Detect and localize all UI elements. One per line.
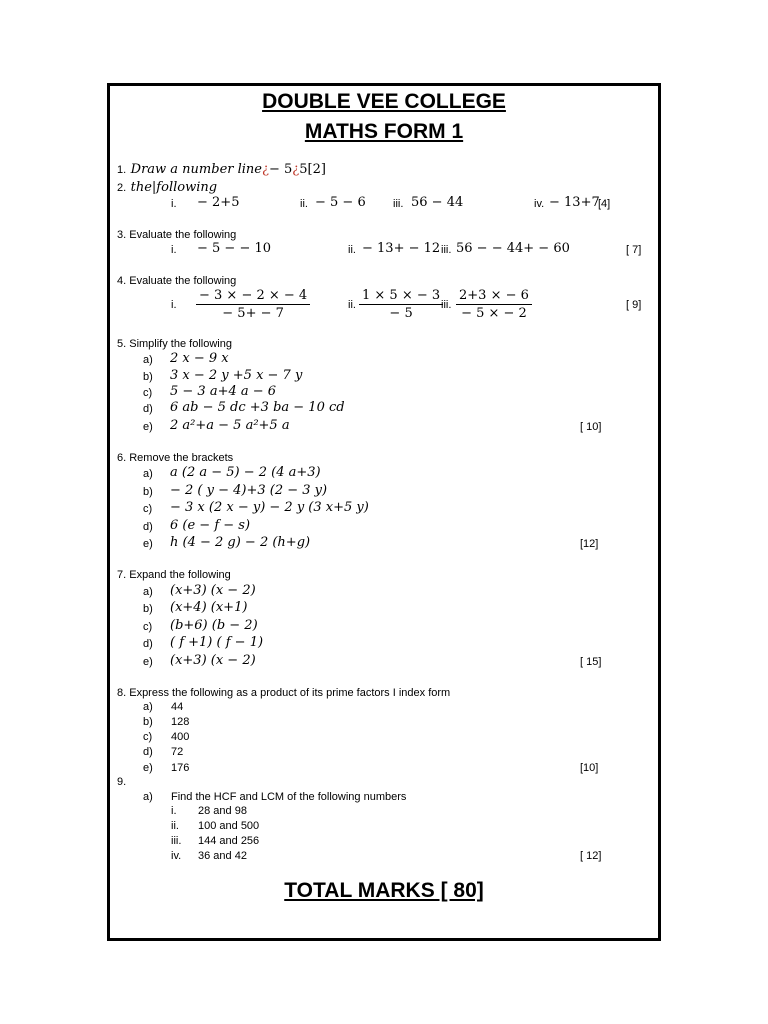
q7-label-a: a) <box>143 586 153 598</box>
q7-expr-a: (x+3) (x − 2) <box>170 583 256 598</box>
q7-label-d: d) <box>143 638 153 650</box>
q9-label-iii: iii. <box>171 835 182 847</box>
q9-label-iv: iv. <box>171 850 182 862</box>
q4-fraction-ii: $\frac{1 \times 5 \times - 3}{- 5}$ <box>359 288 443 321</box>
q6-label-b: b) <box>143 486 153 498</box>
q8-label-b: b) <box>143 716 153 728</box>
q6-label-c: c) <box>143 503 153 515</box>
q2-label-ii: ii. <box>300 198 308 210</box>
q6-expr-b: − 2 ( y − 4)+3 (2 − 3 y) <box>170 483 328 498</box>
q6-label-d: d) <box>143 521 153 533</box>
question-2: 2. the|following <box>117 180 218 195</box>
q3-label-i: i. <box>171 244 177 256</box>
q9-label-i: i. <box>171 805 177 817</box>
q4-fraction-iii: $\frac{2+3 \times - 6}{- 5 \times - 2}$ <box>456 288 532 321</box>
q9-value-i: 28 and 98 <box>198 805 247 817</box>
q8-value-c: 400 <box>171 731 190 743</box>
q9-sub-label: a) <box>143 791 153 803</box>
q4-heading: 4. Evaluate the following <box>117 275 237 287</box>
q3-marks: [ 7] <box>626 244 642 256</box>
q6-marks: [12] <box>580 538 599 550</box>
q6-label-a: a) <box>143 468 153 480</box>
q7-heading: 7. Expand the following <box>117 569 231 581</box>
q5-expr-e: 2 a²+a − 5 a²+5 a <box>170 418 290 433</box>
q2-expr-iii: 56 − 44 <box>411 195 464 210</box>
q2-label-iv: iv. <box>534 198 545 210</box>
q9-label-ii: ii. <box>171 820 179 832</box>
q8-value-b: 128 <box>171 716 190 728</box>
q2-expr-ii: − 5 − 6 <box>315 195 366 210</box>
q5-label-e: e) <box>143 421 153 433</box>
q8-marks: [10] <box>580 762 599 774</box>
q6-label-e: e) <box>143 538 153 550</box>
q7-expr-c: (b+6) (b − 2) <box>170 618 258 633</box>
q9-value-iv: 36 and 42 <box>198 850 247 862</box>
q5-label-b: b) <box>143 371 153 383</box>
q2-marks: [4] <box>598 198 611 210</box>
q9-value-ii: 100 and 500 <box>198 820 260 832</box>
q6-expr-e: h (4 − 2 g) − 2 (h+g) <box>170 535 311 550</box>
q8-value-e: 176 <box>171 762 190 774</box>
q5-expr-b: 3 x − 2 y +5 x − 7 y <box>170 368 303 383</box>
q4-label-ii: ii. <box>348 299 356 311</box>
college-title: DOUBLE VEE COLLEGE <box>262 90 506 113</box>
q5-expr-c: 5 − 3 a+4 a − 6 <box>170 384 277 399</box>
q2-expr-iv: − 13+7 <box>549 195 600 210</box>
q3-expr-iii: 56 − − 44+ − 60 <box>456 241 570 256</box>
q2-label-i: i. <box>171 198 177 210</box>
q8-label-e: e) <box>143 762 153 774</box>
q3-expr-i: − 5 − − 10 <box>197 241 272 256</box>
question-1: 1. Draw a number line¿− 5¿5[2] <box>117 162 326 177</box>
q6-expr-a: a (2 a − 5) − 2 (4 a+3) <box>170 465 321 480</box>
q5-heading: 5. Simplify the following <box>117 338 232 350</box>
q7-expr-b: (x+4) (x+1) <box>170 600 248 615</box>
q8-label-c: c) <box>143 731 153 743</box>
q4-label-i: i. <box>171 299 177 311</box>
q8-label-d: d) <box>143 746 153 758</box>
q6-expr-c: − 3 x (2 x − y) − 2 y (3 x+5 y) <box>170 500 369 515</box>
q4-label-iii: iii. <box>441 299 452 311</box>
q9-marks: [ 12] <box>580 850 602 862</box>
q6-expr-d: 6 (e − f − s) <box>170 518 251 533</box>
q9-value-iii: 144 and 256 <box>198 835 260 847</box>
q5-expr-a: 2 x − 9 x <box>170 351 229 366</box>
q7-expr-d: ( f +1) ( f − 1) <box>170 635 264 650</box>
q4-marks: [ 9] <box>626 299 642 311</box>
q3-label-ii: ii. <box>348 244 356 256</box>
q7-label-e: e) <box>143 656 153 668</box>
q8-value-d: 72 <box>171 746 184 758</box>
total-marks: TOTAL MARKS [ 80] <box>284 879 484 902</box>
q9-sub-text: Find the HCF and LCM of the following numbers <box>171 791 407 803</box>
q5-label-d: d) <box>143 403 153 415</box>
q7-label-c: c) <box>143 621 153 633</box>
q2-expr-i: − 2+5 <box>197 195 240 210</box>
q7-label-b: b) <box>143 603 153 615</box>
q9-number: 9. <box>117 776 127 788</box>
q7-expr-e: (x+3) (x − 2) <box>170 653 256 668</box>
q5-expr-d: 6 ab − 5 dc +3 ba − 10 cd <box>170 400 345 415</box>
q6-heading: 6. Remove the brackets <box>117 452 234 464</box>
q5-marks: [ 10] <box>580 421 602 433</box>
q8-label-a: a) <box>143 701 153 713</box>
q3-heading: 3. Evaluate the following <box>117 229 237 241</box>
q7-marks: [ 15] <box>580 656 602 668</box>
q3-label-iii: iii. <box>441 244 452 256</box>
q8-value-a: 44 <box>171 701 184 713</box>
q2-label-iii: iii. <box>393 198 404 210</box>
q5-label-c: c) <box>143 387 153 399</box>
subject-title: MATHS FORM 1 <box>304 120 464 143</box>
q3-expr-ii: − 13+ − 12 <box>362 241 441 256</box>
q8-heading: 8. Express the following as a product of its prime factors I index form <box>117 687 451 699</box>
q4-fraction-i: $\frac{- 3 \times - 2 \times - 4}{- 5+ - 7}$ <box>196 288 310 321</box>
q5-label-a: a) <box>143 354 153 366</box>
